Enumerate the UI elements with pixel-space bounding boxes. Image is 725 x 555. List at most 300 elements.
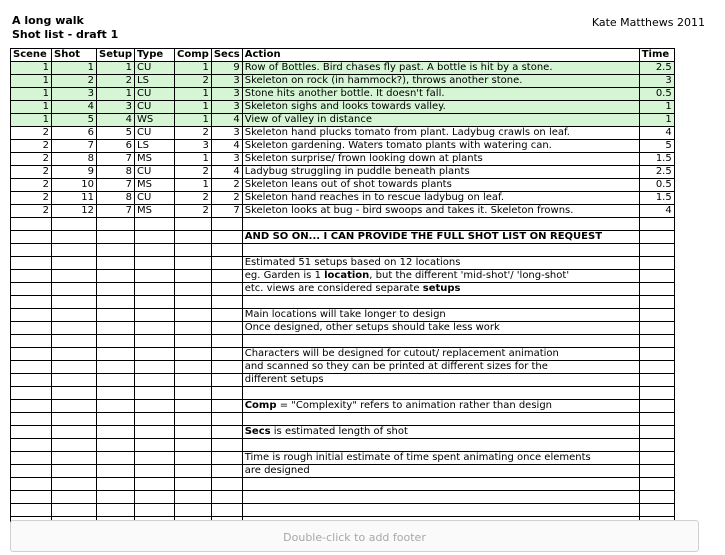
- empty-row[interactable]: [11, 439, 675, 452]
- empty-cell[interactable]: [135, 231, 175, 244]
- note-cell[interactable]: [242, 283, 639, 296]
- empty-cell[interactable]: [211, 478, 242, 491]
- empty-cell[interactable]: [211, 322, 242, 335]
- note-row[interactable]: [11, 400, 675, 413]
- cell-action[interactable]: Stone hits another bottle. It doesn't fall.: [242, 88, 639, 101]
- empty-cell[interactable]: [97, 231, 135, 244]
- empty-cell[interactable]: [175, 452, 212, 465]
- empty-row[interactable]: [11, 387, 675, 400]
- cell-scene[interactable]: 1: [11, 101, 52, 114]
- empty-cell[interactable]: [97, 387, 135, 400]
- empty-cell[interactable]: [11, 374, 52, 387]
- cell-action[interactable]: Skeleton surprise/ frown looking down at plants: [242, 153, 639, 166]
- empty-cell[interactable]: [135, 348, 175, 361]
- empty-cell[interactable]: [639, 231, 674, 244]
- table-row[interactable]: [11, 114, 675, 127]
- table-row[interactable]: [11, 192, 675, 205]
- note-cell[interactable]: [242, 452, 639, 465]
- cell-comp[interactable]: 2: [175, 75, 212, 88]
- empty-cell[interactable]: [11, 257, 52, 270]
- empty-cell[interactable]: [11, 335, 52, 348]
- table-row[interactable]: [11, 166, 675, 179]
- cell-setup[interactable]: 7: [97, 179, 135, 192]
- empty-cell[interactable]: [639, 335, 674, 348]
- cell-secs[interactable]: 4: [211, 140, 242, 153]
- cell-time[interactable]: 1.5: [639, 153, 674, 166]
- empty-cell[interactable]: [97, 257, 135, 270]
- empty-cell[interactable]: [11, 387, 52, 400]
- note-cell[interactable]: [242, 257, 639, 270]
- empty-cell[interactable]: [52, 296, 97, 309]
- empty-cell[interactable]: [211, 270, 242, 283]
- empty-cell[interactable]: [175, 244, 212, 257]
- empty-cell[interactable]: [52, 335, 97, 348]
- empty-cell[interactable]: [175, 296, 212, 309]
- cell-action[interactable]: Skeleton sighs and looks towards valley.: [242, 101, 639, 114]
- empty-cell[interactable]: [639, 413, 674, 426]
- empty-cell[interactable]: [175, 413, 212, 426]
- cell-type[interactable]: CU: [135, 192, 175, 205]
- empty-cell[interactable]: [639, 478, 674, 491]
- cell-secs[interactable]: 3: [211, 127, 242, 140]
- empty-cell[interactable]: [211, 218, 242, 231]
- empty-cell[interactable]: [11, 452, 52, 465]
- cell-type[interactable]: CU: [135, 88, 175, 101]
- empty-cell[interactable]: [135, 452, 175, 465]
- empty-cell[interactable]: [211, 439, 242, 452]
- cell-comp[interactable]: 1: [175, 62, 212, 75]
- empty-cell[interactable]: [211, 296, 242, 309]
- empty-cell[interactable]: [52, 244, 97, 257]
- cell-shot[interactable]: 9: [52, 166, 97, 179]
- empty-cell[interactable]: [97, 504, 135, 517]
- empty-cell[interactable]: [211, 283, 242, 296]
- empty-cell[interactable]: [52, 218, 97, 231]
- cell-type[interactable]: MS: [135, 153, 175, 166]
- empty-row[interactable]: [11, 296, 675, 309]
- empty-cell[interactable]: [52, 231, 97, 244]
- empty-cell[interactable]: [211, 400, 242, 413]
- empty-cell[interactable]: [97, 400, 135, 413]
- empty-cell[interactable]: [211, 257, 242, 270]
- empty-cell[interactable]: [175, 231, 212, 244]
- cell-comp[interactable]: 2: [175, 205, 212, 218]
- cell-shot[interactable]: 6: [52, 127, 97, 140]
- empty-cell[interactable]: [11, 348, 52, 361]
- empty-cell[interactable]: [11, 361, 52, 374]
- table-row[interactable]: [11, 62, 675, 75]
- cell-setup[interactable]: 4: [97, 114, 135, 127]
- empty-cell[interactable]: [52, 270, 97, 283]
- empty-cell[interactable]: [175, 504, 212, 517]
- empty-cell[interactable]: [639, 504, 674, 517]
- cell-type[interactable]: LS: [135, 75, 175, 88]
- cell-secs[interactable]: 2: [211, 179, 242, 192]
- empty-cell[interactable]: [175, 348, 212, 361]
- note-cell[interactable]: [242, 491, 639, 504]
- empty-row[interactable]: [11, 504, 675, 517]
- empty-cell[interactable]: [175, 478, 212, 491]
- empty-cell[interactable]: [211, 348, 242, 361]
- empty-cell[interactable]: [175, 426, 212, 439]
- empty-cell[interactable]: [211, 374, 242, 387]
- empty-cell[interactable]: [135, 504, 175, 517]
- empty-cell[interactable]: [11, 465, 52, 478]
- empty-cell[interactable]: [11, 491, 52, 504]
- cell-secs[interactable]: 4: [211, 114, 242, 127]
- cell-setup[interactable]: 5: [97, 127, 135, 140]
- empty-cell[interactable]: [135, 413, 175, 426]
- empty-cell[interactable]: [135, 335, 175, 348]
- cell-action[interactable]: Skeleton looks at bug - bird swoops and takes it. Skeleton frowns.: [242, 205, 639, 218]
- table-row[interactable]: [11, 127, 675, 140]
- note-cell[interactable]: [242, 296, 639, 309]
- empty-cell[interactable]: [175, 309, 212, 322]
- empty-cell[interactable]: [211, 309, 242, 322]
- empty-cell[interactable]: [175, 439, 212, 452]
- note-cell[interactable]: [242, 270, 639, 283]
- empty-cell[interactable]: [135, 244, 175, 257]
- cell-setup[interactable]: 3: [97, 101, 135, 114]
- note-cell[interactable]: [242, 439, 639, 452]
- empty-cell[interactable]: [11, 413, 52, 426]
- cell-setup[interactable]: 6: [97, 140, 135, 153]
- note-row[interactable]: [11, 257, 675, 270]
- cell-setup[interactable]: 1: [97, 62, 135, 75]
- note-row[interactable]: [11, 361, 675, 374]
- note-cell[interactable]: [242, 387, 639, 400]
- cell-action[interactable]: Skeleton leans out of shot towards plants: [242, 179, 639, 192]
- cell-action[interactable]: Skeleton hand reaches in to rescue ladybug on leaf.: [242, 192, 639, 205]
- empty-cell[interactable]: [211, 361, 242, 374]
- cell-shot[interactable]: 12: [52, 205, 97, 218]
- empty-cell[interactable]: [639, 296, 674, 309]
- empty-cell[interactable]: [135, 439, 175, 452]
- note-row[interactable]: [11, 231, 675, 244]
- cell-setup[interactable]: 7: [97, 153, 135, 166]
- cell-comp[interactable]: 3: [175, 140, 212, 153]
- table-row[interactable]: [11, 88, 675, 101]
- empty-cell[interactable]: [11, 504, 52, 517]
- note-cell[interactable]: [242, 322, 639, 335]
- empty-row[interactable]: [11, 413, 675, 426]
- cell-secs[interactable]: 9: [211, 62, 242, 75]
- cell-time[interactable]: 2.5: [639, 62, 674, 75]
- note-cell[interactable]: [242, 348, 639, 361]
- cell-shot[interactable]: 10: [52, 179, 97, 192]
- note-row[interactable]: [11, 348, 675, 361]
- note-cell[interactable]: [242, 309, 639, 322]
- cell-comp[interactable]: 1: [175, 153, 212, 166]
- empty-cell[interactable]: [52, 387, 97, 400]
- empty-cell[interactable]: [639, 491, 674, 504]
- empty-cell[interactable]: [135, 465, 175, 478]
- cell-scene[interactable]: 1: [11, 88, 52, 101]
- empty-cell[interactable]: [639, 322, 674, 335]
- add-footer-area[interactable]: [10, 520, 699, 552]
- note-row[interactable]: [11, 452, 675, 465]
- cell-setup[interactable]: 8: [97, 192, 135, 205]
- empty-cell[interactable]: [97, 335, 135, 348]
- cell-type[interactable]: MS: [135, 205, 175, 218]
- empty-cell[interactable]: [639, 374, 674, 387]
- cell-action[interactable]: Skeleton hand plucks tomato from plant. Ladybug crawls on leaf.: [242, 127, 639, 140]
- empty-cell[interactable]: [97, 374, 135, 387]
- empty-cell[interactable]: [52, 348, 97, 361]
- note-cell[interactable]: [242, 231, 639, 244]
- empty-cell[interactable]: [97, 465, 135, 478]
- empty-cell[interactable]: [97, 426, 135, 439]
- cell-time[interactable]: 1: [639, 101, 674, 114]
- cell-type[interactable]: LS: [135, 140, 175, 153]
- cell-time[interactable]: 4: [639, 127, 674, 140]
- empty-row[interactable]: [11, 244, 675, 257]
- cell-action[interactable]: Row of Bottles. Bird chases fly past. A bottle is hit by a stone.: [242, 62, 639, 75]
- cell-comp[interactable]: 1: [175, 88, 212, 101]
- empty-cell[interactable]: [175, 322, 212, 335]
- empty-cell[interactable]: [211, 491, 242, 504]
- note-cell[interactable]: [242, 244, 639, 257]
- empty-cell[interactable]: [135, 400, 175, 413]
- empty-cell[interactable]: [175, 387, 212, 400]
- empty-cell[interactable]: [175, 257, 212, 270]
- empty-cell[interactable]: [52, 322, 97, 335]
- cell-time[interactable]: 5: [639, 140, 674, 153]
- empty-cell[interactable]: [52, 439, 97, 452]
- empty-cell[interactable]: [52, 257, 97, 270]
- cell-shot[interactable]: 2: [52, 75, 97, 88]
- empty-cell[interactable]: [52, 309, 97, 322]
- empty-cell[interactable]: [639, 270, 674, 283]
- empty-cell[interactable]: [135, 257, 175, 270]
- cell-type[interactable]: CU: [135, 127, 175, 140]
- cell-comp[interactable]: 2: [175, 127, 212, 140]
- cell-time[interactable]: 2.5: [639, 166, 674, 179]
- cell-comp[interactable]: 1: [175, 114, 212, 127]
- empty-cell[interactable]: [175, 400, 212, 413]
- note-cell[interactable]: [242, 413, 639, 426]
- cell-shot[interactable]: 7: [52, 140, 97, 153]
- cell-time[interactable]: 1: [639, 114, 674, 127]
- empty-cell[interactable]: [211, 387, 242, 400]
- cell-shot[interactable]: 3: [52, 88, 97, 101]
- empty-cell[interactable]: [97, 361, 135, 374]
- empty-cell[interactable]: [97, 413, 135, 426]
- empty-cell[interactable]: [11, 400, 52, 413]
- empty-cell[interactable]: [52, 413, 97, 426]
- empty-cell[interactable]: [135, 478, 175, 491]
- cell-comp[interactable]: 1: [175, 179, 212, 192]
- empty-cell[interactable]: [639, 387, 674, 400]
- cell-action[interactable]: Skeleton gardening. Waters tomato plants with watering can.: [242, 140, 639, 153]
- table-row[interactable]: [11, 75, 675, 88]
- note-row[interactable]: [11, 322, 675, 335]
- note-cell[interactable]: [242, 478, 639, 491]
- empty-cell[interactable]: [639, 283, 674, 296]
- empty-cell[interactable]: [639, 439, 674, 452]
- empty-cell[interactable]: [97, 478, 135, 491]
- table-row[interactable]: [11, 153, 675, 166]
- cell-secs[interactable]: 3: [211, 88, 242, 101]
- empty-cell[interactable]: [175, 335, 212, 348]
- empty-cell[interactable]: [11, 426, 52, 439]
- empty-cell[interactable]: [11, 218, 52, 231]
- empty-cell[interactable]: [52, 465, 97, 478]
- empty-cell[interactable]: [211, 465, 242, 478]
- empty-cell[interactable]: [175, 361, 212, 374]
- empty-row[interactable]: [11, 491, 675, 504]
- empty-cell[interactable]: [97, 439, 135, 452]
- empty-cell[interactable]: [135, 309, 175, 322]
- cell-scene[interactable]: 1: [11, 75, 52, 88]
- cell-time[interactable]: 4: [639, 205, 674, 218]
- empty-cell[interactable]: [97, 309, 135, 322]
- empty-cell[interactable]: [52, 426, 97, 439]
- cell-scene[interactable]: 2: [11, 179, 52, 192]
- note-row[interactable]: [11, 465, 675, 478]
- empty-cell[interactable]: [11, 309, 52, 322]
- cell-type[interactable]: CU: [135, 62, 175, 75]
- empty-cell[interactable]: [639, 426, 674, 439]
- empty-cell[interactable]: [135, 218, 175, 231]
- empty-cell[interactable]: [175, 218, 212, 231]
- empty-cell[interactable]: [97, 491, 135, 504]
- table-row[interactable]: [11, 205, 675, 218]
- cell-scene[interactable]: 2: [11, 127, 52, 140]
- empty-cell[interactable]: [135, 296, 175, 309]
- cell-type[interactable]: MS: [135, 179, 175, 192]
- note-cell[interactable]: [242, 504, 639, 517]
- empty-cell[interactable]: [11, 270, 52, 283]
- note-cell[interactable]: [242, 426, 639, 439]
- empty-cell[interactable]: [52, 478, 97, 491]
- cell-setup[interactable]: 8: [97, 166, 135, 179]
- empty-row[interactable]: [11, 478, 675, 491]
- cell-comp[interactable]: 1: [175, 101, 212, 114]
- note-row[interactable]: [11, 270, 675, 283]
- empty-cell[interactable]: [97, 244, 135, 257]
- empty-cell[interactable]: [135, 322, 175, 335]
- cell-scene[interactable]: 2: [11, 166, 52, 179]
- empty-cell[interactable]: [211, 413, 242, 426]
- empty-cell[interactable]: [135, 374, 175, 387]
- empty-cell[interactable]: [52, 374, 97, 387]
- empty-cell[interactable]: [97, 348, 135, 361]
- cell-scene[interactable]: 1: [11, 114, 52, 127]
- cell-type[interactable]: CU: [135, 101, 175, 114]
- cell-secs[interactable]: 7: [211, 205, 242, 218]
- empty-cell[interactable]: [175, 465, 212, 478]
- cell-secs[interactable]: 3: [211, 101, 242, 114]
- empty-cell[interactable]: [11, 244, 52, 257]
- empty-cell[interactable]: [639, 218, 674, 231]
- cell-shot[interactable]: 11: [52, 192, 97, 205]
- cell-type[interactable]: WS: [135, 114, 175, 127]
- cell-time[interactable]: 1.5: [639, 192, 674, 205]
- cell-shot[interactable]: 8: [52, 153, 97, 166]
- empty-cell[interactable]: [52, 361, 97, 374]
- cell-time[interactable]: 0.5: [639, 179, 674, 192]
- table-row[interactable]: [11, 179, 675, 192]
- cell-comp[interactable]: 2: [175, 166, 212, 179]
- cell-secs[interactable]: 2: [211, 192, 242, 205]
- empty-cell[interactable]: [97, 218, 135, 231]
- empty-cell[interactable]: [97, 270, 135, 283]
- empty-row[interactable]: [11, 335, 675, 348]
- empty-cell[interactable]: [11, 322, 52, 335]
- empty-cell[interactable]: [211, 504, 242, 517]
- empty-cell[interactable]: [211, 426, 242, 439]
- empty-cell[interactable]: [135, 270, 175, 283]
- empty-cell[interactable]: [97, 452, 135, 465]
- note-cell[interactable]: [242, 465, 639, 478]
- empty-cell[interactable]: [11, 283, 52, 296]
- note-row[interactable]: [11, 309, 675, 322]
- empty-cell[interactable]: [211, 244, 242, 257]
- cell-secs[interactable]: 4: [211, 166, 242, 179]
- note-row[interactable]: [11, 283, 675, 296]
- cell-setup[interactable]: 1: [97, 88, 135, 101]
- empty-cell[interactable]: [211, 335, 242, 348]
- cell-setup[interactable]: 7: [97, 205, 135, 218]
- empty-row[interactable]: [11, 218, 675, 231]
- empty-cell[interactable]: [639, 452, 674, 465]
- cell-shot[interactable]: 5: [52, 114, 97, 127]
- empty-cell[interactable]: [135, 283, 175, 296]
- note-cell[interactable]: [242, 400, 639, 413]
- empty-cell[interactable]: [211, 231, 242, 244]
- empty-cell[interactable]: [175, 283, 212, 296]
- empty-cell[interactable]: [639, 361, 674, 374]
- empty-cell[interactable]: [639, 309, 674, 322]
- cell-scene[interactable]: 2: [11, 153, 52, 166]
- empty-cell[interactable]: [11, 296, 52, 309]
- cell-comp[interactable]: 2: [175, 192, 212, 205]
- empty-cell[interactable]: [211, 452, 242, 465]
- cell-time[interactable]: 0.5: [639, 88, 674, 101]
- cell-setup[interactable]: 2: [97, 75, 135, 88]
- cell-action[interactable]: Ladybug struggling in puddle beneath plants: [242, 166, 639, 179]
- empty-cell[interactable]: [52, 452, 97, 465]
- note-row[interactable]: [11, 426, 675, 439]
- empty-cell[interactable]: [175, 270, 212, 283]
- note-cell[interactable]: [242, 335, 639, 348]
- empty-cell[interactable]: [97, 322, 135, 335]
- empty-cell[interactable]: [639, 465, 674, 478]
- note-cell[interactable]: [242, 361, 639, 374]
- empty-cell[interactable]: [135, 426, 175, 439]
- empty-cell[interactable]: [52, 400, 97, 413]
- cell-scene[interactable]: 2: [11, 192, 52, 205]
- note-cell[interactable]: [242, 374, 639, 387]
- empty-cell[interactable]: [639, 348, 674, 361]
- table-row[interactable]: [11, 140, 675, 153]
- table-row[interactable]: [11, 101, 675, 114]
- cell-secs[interactable]: 3: [211, 75, 242, 88]
- cell-shot[interactable]: 1: [52, 62, 97, 75]
- empty-cell[interactable]: [11, 439, 52, 452]
- empty-cell[interactable]: [135, 387, 175, 400]
- empty-cell[interactable]: [52, 504, 97, 517]
- cell-scene[interactable]: 1: [11, 62, 52, 75]
- cell-scene[interactable]: 2: [11, 205, 52, 218]
- empty-cell[interactable]: [97, 296, 135, 309]
- empty-cell[interactable]: [11, 231, 52, 244]
- cell-secs[interactable]: 3: [211, 153, 242, 166]
- empty-cell[interactable]: [135, 491, 175, 504]
- cell-action[interactable]: Skeleton on rock (in hammock?), throws another stone.: [242, 75, 639, 88]
- empty-cell[interactable]: [97, 283, 135, 296]
